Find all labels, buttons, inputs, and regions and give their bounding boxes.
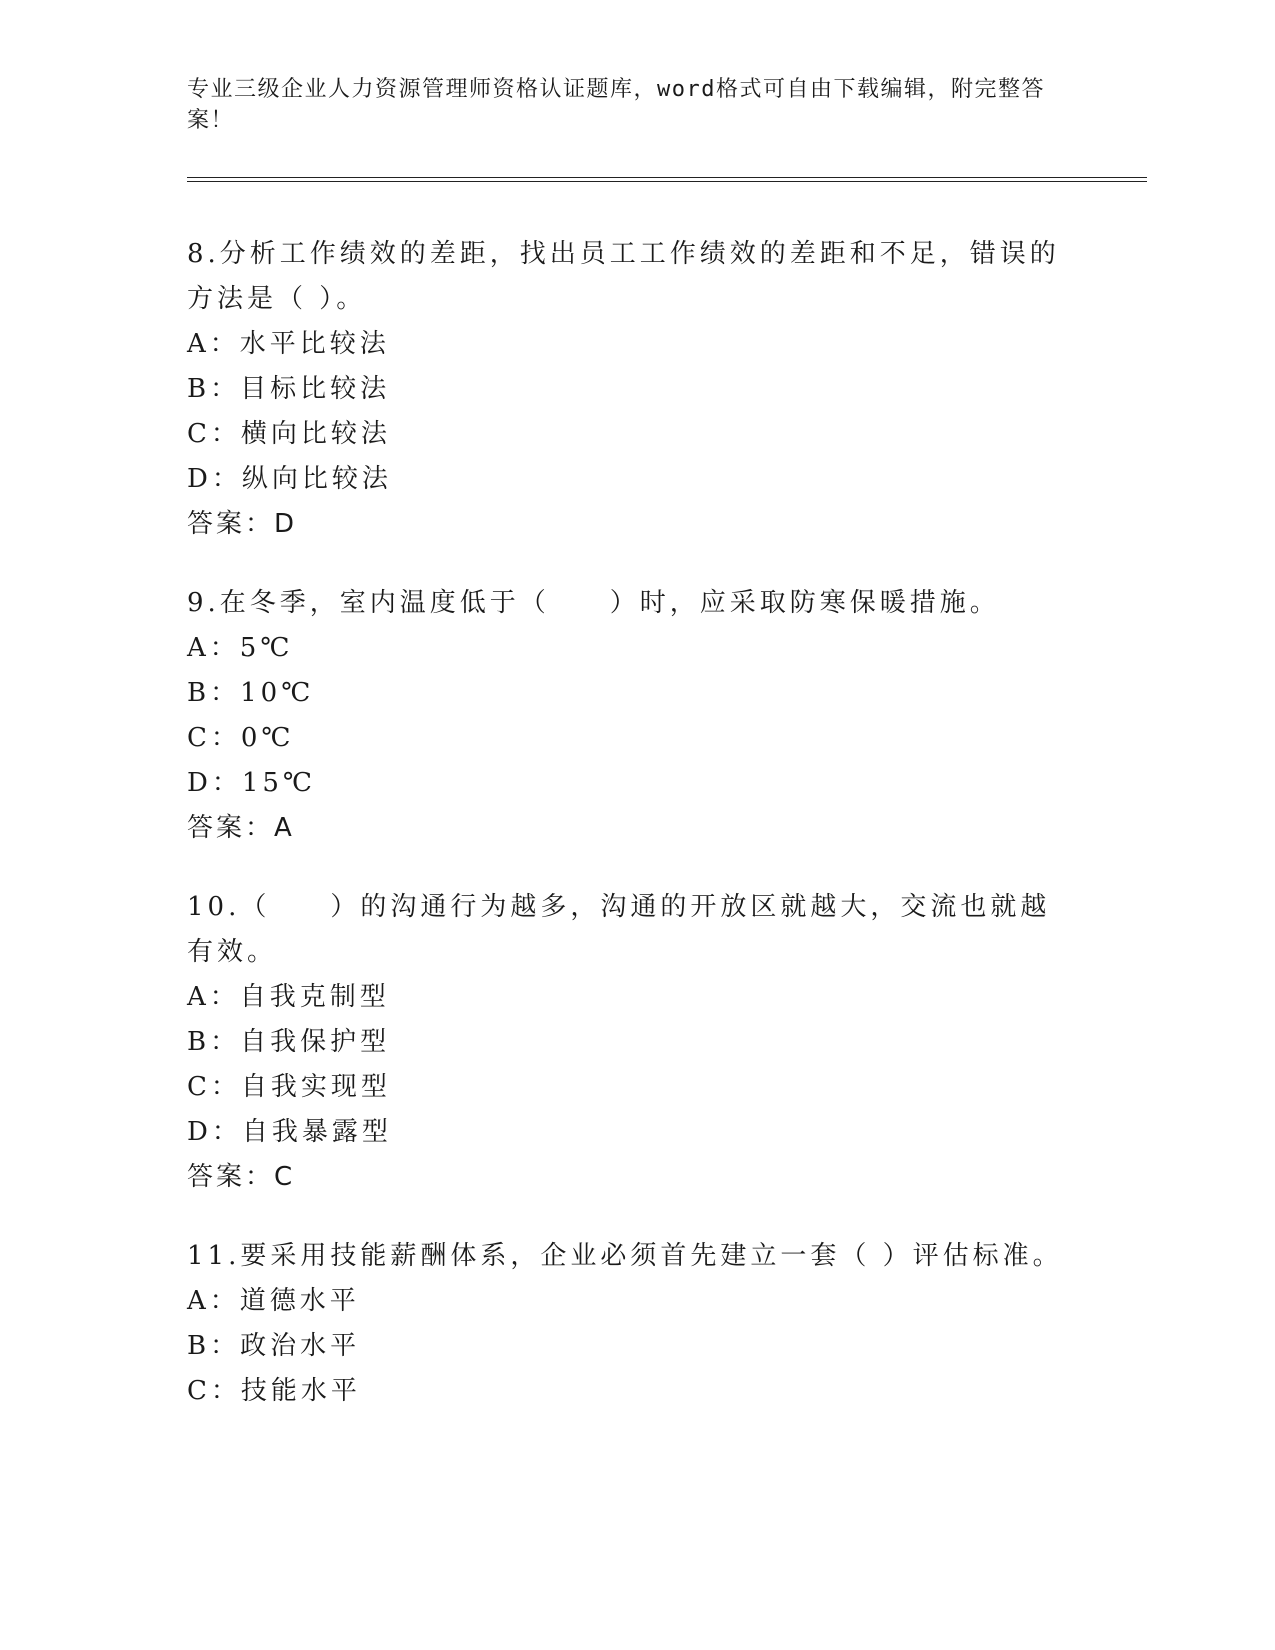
question-stem: 8.分析工作绩效的差距，找出员工工作绩效的差距和不足，错误的方法是（ ）。	[187, 239, 1060, 314]
option-c: C：技能水平	[187, 1376, 361, 1406]
question-stem: 11.要采用技能薪酬体系，企业必须首先建立一套（ ）评估标准。	[187, 1241, 1063, 1271]
document-header: 专业三级企业人力资源管理师资格认证题库，word格式可自由下载编辑，附完整答案！	[187, 77, 1045, 133]
option-b: B：自我保护型	[187, 1027, 391, 1057]
answer-label: 答案：C	[187, 1162, 296, 1192]
option-a: A：水平比较法	[187, 329, 390, 359]
question-stem: 9.在冬季，室内温度低于（ ）时，应采取防寒保暖措施。	[187, 588, 1000, 618]
answer-label: 答案：D	[187, 509, 298, 539]
question-9	[187, 581, 1147, 851]
question-8	[187, 232, 1147, 547]
option-d: D：15℃	[187, 768, 317, 798]
option-b: B：目标比较法	[187, 374, 391, 404]
header-divider	[187, 177, 1147, 182]
document-page	[187, 0, 1147, 1650]
option-a: A：道德水平	[187, 1286, 360, 1316]
question-list	[187, 232, 1147, 1448]
option-c: C：横向比较法	[187, 419, 391, 449]
option-c: C：自我实现型	[187, 1072, 391, 1102]
question-stem: 10.（ ）的沟通行为越多，沟通的开放区就越大，交流也就越有效。	[187, 892, 1051, 967]
option-b: B：10℃	[187, 678, 315, 708]
option-d: D：自我暴露型	[187, 1117, 392, 1147]
question-11	[187, 1234, 1147, 1414]
option-b: B：政治水平	[187, 1331, 361, 1361]
option-a: A：自我克制型	[187, 982, 390, 1012]
question-10	[187, 885, 1147, 1200]
option-a: A：5℃	[187, 633, 294, 663]
option-d: D：纵向比较法	[187, 464, 392, 494]
answer-label: 答案：A	[187, 813, 295, 843]
option-c: C：0℃	[187, 723, 295, 753]
